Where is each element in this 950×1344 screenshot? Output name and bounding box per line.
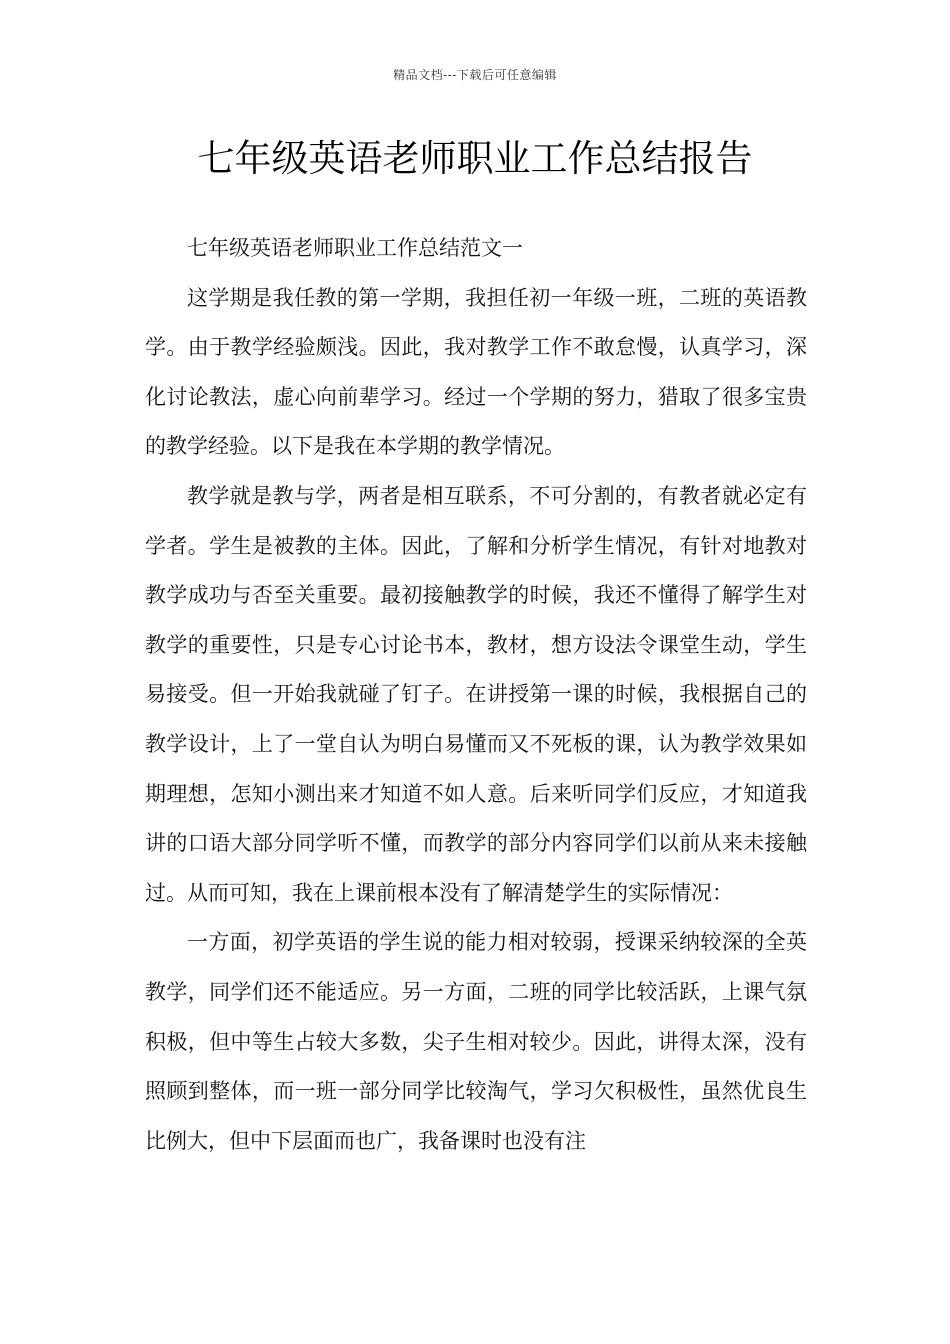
paragraph: 一方面，初学英语的学生说的能力相对较弱，授课采纳较深的全英教学，同学们还不能适应。另一方面，二班的同学比较活跃，上课气氛积极，但中等生占较大多数，尖子生相对较少。因此，讲得太深，没有照顾到整体，而一班一部分同学比较淘气，学习欠积极性，虽然优良生比例大，但中下层面而也广，我备课时也没有注 <box>145 930 807 1153</box>
document-body <box>145 224 807 1166</box>
paragraph: 这学期是我任教的第一学期，我担任初一年级一班，二班的英语教学。由于教学经验颇浅。因此，我对教学工作不敢怠慢，认真学习，深化讨论教法，虚心向前辈学习。经过一个学期的努力，猎取了很多宝贵的教学经验。以下是我在本学期的教学情况。 <box>145 285 807 459</box>
header-note: 精品文档---下载后可任意编辑 <box>393 68 557 82</box>
document-title: 七年级英语老师职业工作总结报告 <box>197 137 753 180</box>
paragraph: 教学就是教与学，两者是相互联系，不可分割的，有教者就必定有学者。学生是被教的主体。因此，了解和分析学生情况，有针对地教对教学成功与否至关重要。最初接触教学的时候，我还不懂得了解学生对教学的重要性，只是专心讨论书本，教材，想方设法令课堂生动，学生易接受。但一开始我就碰了钉子。在讲授第一课的时候，我根据自己的教学设计，上了一堂自认为明白易懂而又不死板的课，认为教学效果如期理想，怎知小测出来才知道不如人意。后来听同学们反应，才知道我讲的口语大部分同学听不懂，而教学的部分内容同学们以前从来未接触过。从而可知，我在上课前根本没有了解清楚学生的实际情况： <box>145 483 807 905</box>
subheading: 七年级英语老师职业工作总结范文一 <box>187 236 523 260</box>
